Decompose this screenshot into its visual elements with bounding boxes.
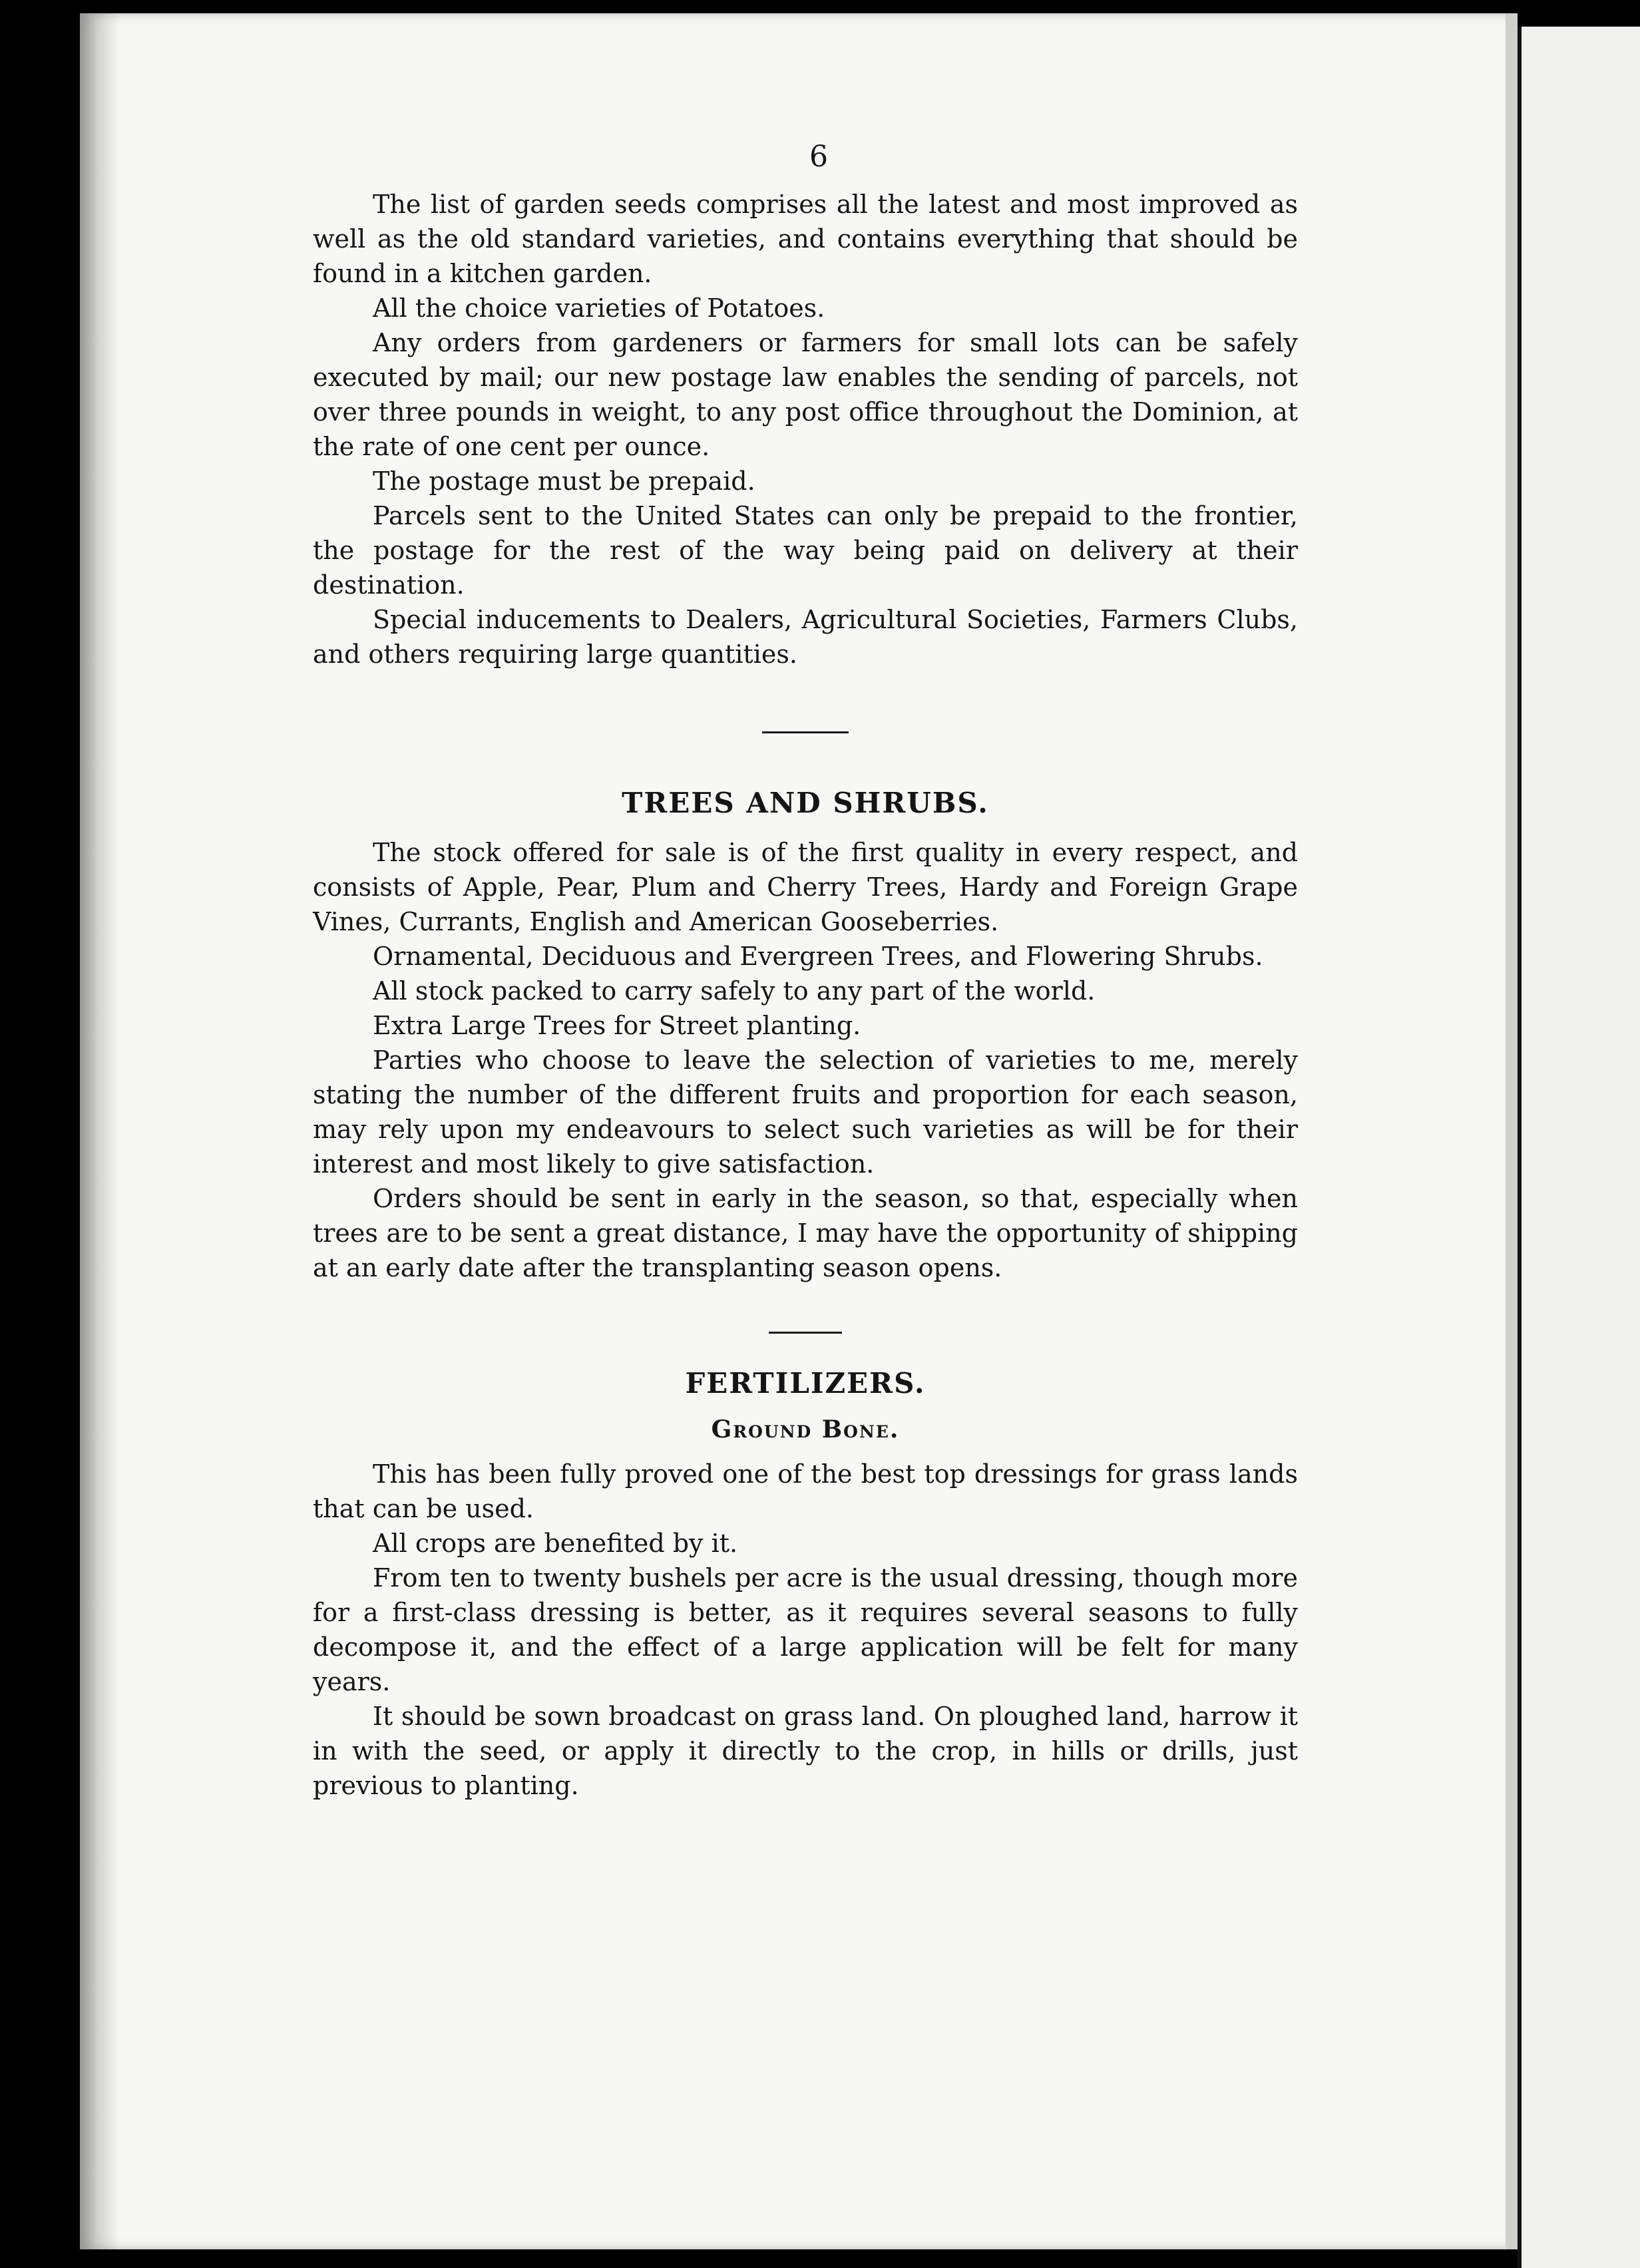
- intro-paragraph: Special inducements to Dealers, Agricultural Societies, Farmers Clubs, and others requiring large quantities.: [313, 605, 1298, 669]
- fertilizers-paragraph: From ten to twenty bushels per acre is the usual dressing, though more for a first-class dressing is better, as it requires several seasons to fully decompose it, and the effect of a large application will be felt for many years.: [313, 1563, 1298, 1696]
- trees-paragraph: Ornamental, Deciduous and Evergreen Trees, and Flowering Shrubs.: [373, 942, 1263, 971]
- trees-paragraph: Parties who choose to leave the selection of varieties to me, merely stating the number of the different fruits and proportion for each season, may rely upon my endeavours to select such varieties as will be for their interest and most likely to give satisfaction.: [313, 1045, 1298, 1179]
- intro-paragraph: The list of garden seeds comprises all the latest and most improved as well as the old standard varieties, and contains everything that should be found in a kitchen garden.: [313, 190, 1298, 288]
- trees-paragraph: The stock offered for sale is of the first quality in every respect, and consists of Apple, Pear, Plum and Cherry Trees, Hardy and Foreign Grape Vines, Currants, English and American Gooseberries.: [313, 838, 1298, 936]
- intro-paragraph: Any orders from gardeners or farmers for small lots can be safely executed by mail; our new postage law enables the sending of parcels, not over three pounds in weight, to any post office throughout the Dominion, at the rate of one cent per ounce.: [313, 328, 1298, 461]
- trees-heading: TREES AND SHRUBS.: [622, 787, 989, 819]
- fertilizers-section: [313, 1367, 1298, 1803]
- section-divider: [762, 731, 849, 733]
- adjacent-page-edge: [1518, 27, 1640, 2268]
- page-number: 6: [809, 140, 828, 174]
- fertilizers-paragraph: This has been fully proved one of the best top dressings for grass lands that can be used.: [313, 1459, 1298, 1523]
- fertilizers-heading: FERTILIZERS.: [685, 1367, 926, 1400]
- intro-paragraph: The postage must be prepaid.: [373, 467, 755, 496]
- trees-paragraph: Orders should be sent in early in the season, so that, especially when trees are to be sent a great distance, I may have the opportunity of shipping at an early date after the transplanting season opens.: [313, 1184, 1298, 1282]
- page-content: [313, 140, 1298, 1811]
- ground-bone-subheading: Ground Bone.: [711, 1416, 900, 1443]
- section-divider: [769, 1332, 842, 1334]
- intro-paragraph: Parcels sent to the United States can only be prepaid to the frontier, the postage for the rest of the way being paid on delivery at their destination.: [313, 501, 1298, 600]
- page-edge: [1506, 13, 1518, 2249]
- trees-section: [313, 787, 1298, 1285]
- trees-paragraph: Extra Large Trees for Street planting.: [373, 1011, 861, 1040]
- fertilizers-paragraph: All crops are benefited by it.: [373, 1529, 738, 1558]
- fertilizers-paragraph: It should be sown broadcast on grass land. On ploughed land, harrow it in with the seed, or apply it directly to the crop, in hills or drills, just previous to planting.: [313, 1702, 1298, 1800]
- intro-paragraph: All the choice varieties of Potatoes.: [373, 293, 825, 323]
- page-gutter-shadow: [80, 13, 120, 2249]
- trees-paragraph: All stock packed to carry safely to any part of the world.: [373, 976, 1096, 1006]
- intro-section: [313, 187, 1298, 671]
